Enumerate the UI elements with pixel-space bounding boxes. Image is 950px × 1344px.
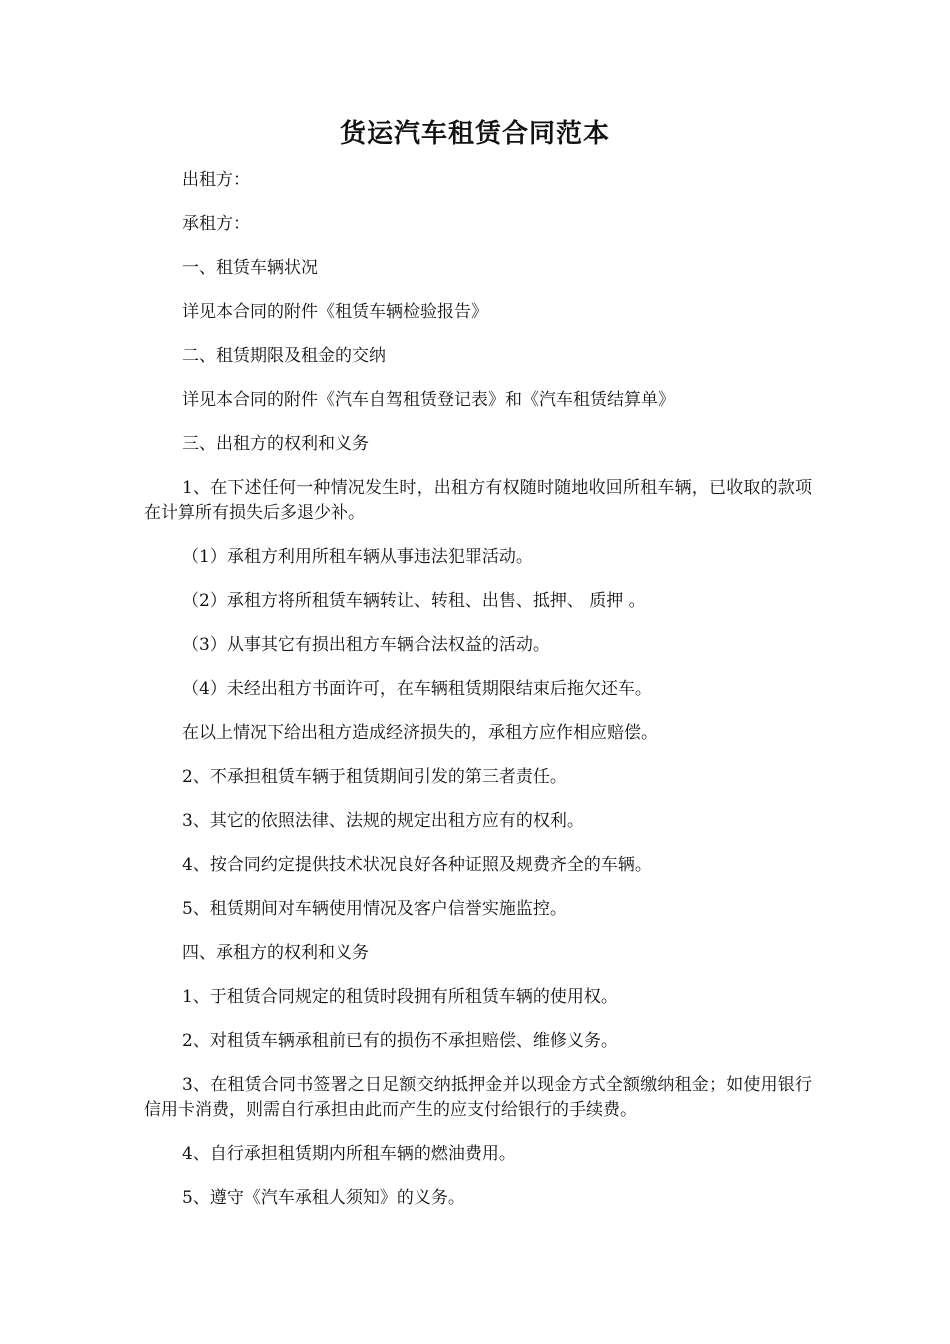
- section-3-subitem-1: （1）承租方利用所租车辆从事违法犯罪活动。: [182, 547, 533, 567]
- section-heading-4: 四、承租方的权利和义务: [182, 943, 369, 963]
- section-3-clause-5: 5、租赁期间对车辆使用情况及客户信誉实施监控。: [182, 899, 567, 919]
- section-3-compensation: 在以上情况下给出租方造成经济损失的，承租方应作相应赔偿。: [182, 723, 658, 743]
- lessor-line: 出租方：: [182, 170, 250, 190]
- section-4-clause-1: 1、于租赁合同规定的租赁时段拥有所租赁车辆的使用权。: [182, 987, 618, 1007]
- section-4-clause-5: 5、遵守《汽车承租人须知》的义务。: [182, 1188, 465, 1208]
- section-4-clause-2: 2、对租赁车辆承租前已有的损伤不承担赔偿、维修义务。: [182, 1031, 618, 1051]
- section-3-subitem-3: （3）从事其它有损出租方车辆合法权益的活动。: [182, 635, 550, 655]
- section-heading-1: 一、租赁车辆状况: [182, 258, 318, 278]
- section-3-clause-1: 1、在下述任何一种情况发生时，出租方有权随时随地收回所租车辆，已收取的款项在计算所有损失后多退少补。: [144, 478, 812, 523]
- section-4-clause-4: 4、自行承担租赁期内所租车辆的燃油费用。: [182, 1144, 516, 1164]
- section-3-clause-2: 2、不承担租赁车辆于租赁期间引发的第三者责任。: [182, 767, 567, 787]
- section-2-text: 详见本合同的附件《汽车自驾租赁登记表》和《汽车租赁结算单》: [182, 390, 675, 410]
- section-heading-3: 三、出租方的权利和义务: [182, 434, 369, 454]
- section-4-clause-3: 3、在租赁合同书签署之日足额交纳抵押金并以现金方式全额缴纳租金；如使用银行信用卡消费，则需自行承担由此而产生的应支付给银行的手续费。: [144, 1075, 812, 1120]
- lessee-line: 承租方：: [182, 214, 250, 234]
- section-3-subitem-2: （2）承租方将所租赁车辆转让、转租、出售、抵押、 质押 。: [182, 591, 646, 611]
- section-heading-2: 二、租赁期限及租金的交纳: [182, 346, 386, 366]
- section-3-clause-4: 4、按合同约定提供技术状况良好各种证照及规费齐全的车辆。: [182, 855, 652, 875]
- section-3-clause-3: 3、其它的依照法律、法规的规定出租方应有的权利。: [182, 811, 584, 831]
- document-body: [144, 168, 812, 1230]
- section-1-text: 详见本合同的附件《租赁车辆检验报告》: [182, 302, 488, 322]
- section-3-subitem-4: （4）未经出租方书面许可，在车辆租赁期限结束后拖欠还车。: [182, 679, 652, 699]
- document-title: 货运汽车租赁合同范本: [339, 119, 610, 149]
